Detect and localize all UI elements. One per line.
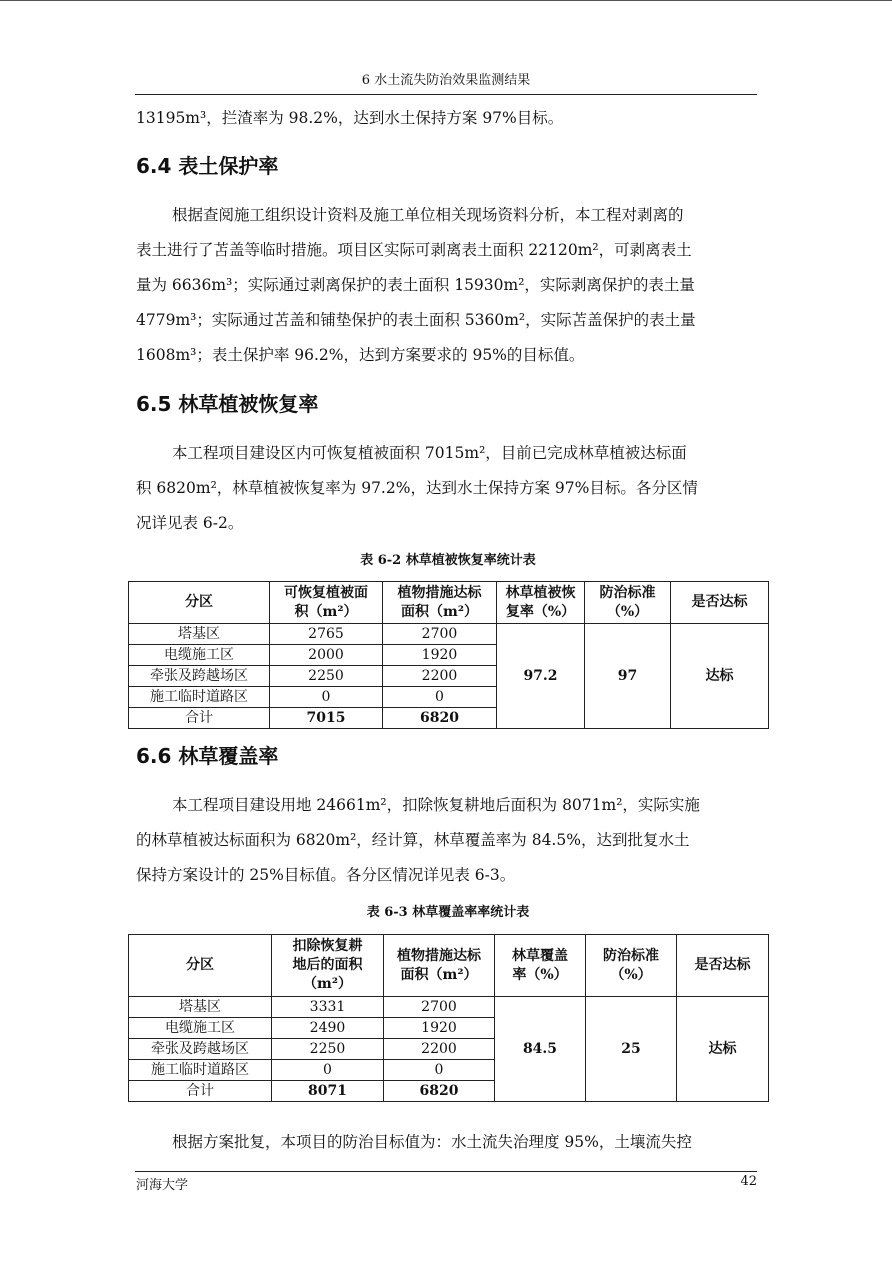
page-number: 42 (740, 1174, 757, 1189)
cell-qualified-area: 2700 (383, 624, 497, 645)
paragraph-line: 保持方案设计的 25%目标值。各分区情况详见表 6-3。 (136, 866, 516, 884)
cell-net-area-total: 8071 (272, 1081, 384, 1102)
paragraph-vegetation-restoration (136, 436, 756, 541)
header-rule (135, 94, 757, 95)
paragraph-line: 积 6820m²，林草植被恢复率为 97.2%，达到水土保持方案 97%目标。各分区情 (136, 479, 698, 497)
cell-coverage-rate: 84.5 (495, 997, 586, 1102)
cell-zone: 牵张及跨越场区 (129, 1039, 272, 1060)
header-cell-net-area (272, 935, 384, 997)
header-cell-zone: 分区 (129, 582, 270, 624)
cell-qualified-area: 0 (383, 687, 497, 708)
cell-status: 达标 (671, 624, 769, 729)
table-6-2 (128, 581, 769, 729)
cell-qualified-area: 2200 (383, 666, 497, 687)
header-cell-qualified-area (384, 935, 495, 997)
cell-net-area: 0 (272, 1060, 384, 1081)
cell-standard: 97 (585, 624, 671, 729)
cell-zone: 电缆施工区 (129, 1018, 272, 1039)
page-top-edge (0, 0, 892, 1)
paragraph-line: 1608m³；表土保护率 96.2%，达到方案要求的 95%的目标值。 (136, 346, 585, 364)
paragraph-line: 本工程项目建设用地 24661m²，扣除恢复耕地后面积为 8071m²，实际实施 (172, 796, 700, 814)
cell-zone: 牵张及跨越场区 (129, 666, 270, 687)
header-text: （%） (606, 603, 649, 620)
cell-qualified-area: 2200 (384, 1039, 495, 1060)
cell-restorable-area: 2000 (270, 645, 383, 666)
paragraph-line: 况详见表 6-2。 (136, 514, 244, 532)
header-text: 地后的面积 (292, 957, 363, 973)
cell-restorable-area: 2765 (270, 624, 383, 645)
header-text: 林草覆盖 (512, 947, 568, 964)
header-text: （%） (610, 966, 652, 983)
header-text: 面积（m²） (401, 603, 478, 620)
header-text: 面积（m²） (400, 966, 478, 983)
cell-qualified-area-total: 6820 (383, 708, 497, 729)
paragraph-line: 13195m³，拦渣率为 98.2%，达到水土保持方案 97%目标。 (136, 109, 564, 127)
header-text: 可恢复植被面 (284, 584, 368, 601)
header-cell-status: 是否达标 (671, 582, 769, 624)
section-title-6-6: 6.6 林草覆盖率 (136, 744, 279, 768)
section-title-6-4: 6.4 表土保护率 (136, 154, 279, 178)
cell-restorable-area-total: 7015 (270, 708, 383, 729)
header-cell-standard (586, 935, 677, 997)
header-cell-zone: 分区 (129, 935, 272, 997)
cell-zone: 电缆施工区 (129, 645, 270, 666)
paragraph-topsoil (136, 198, 756, 373)
header-text: 扣除恢复耕 (292, 938, 363, 954)
cell-qualified-area: 0 (384, 1060, 495, 1081)
header-cell-qualified-area (383, 582, 497, 624)
header-text: 植物措施达标 (397, 584, 482, 601)
paragraph-line: 的林草植被达标面积为 6820m²，经计算，林草覆盖率为 84.5%，达到批复水土 (136, 831, 690, 849)
cell-net-area: 2250 (272, 1039, 384, 1060)
cell-zone-total: 合计 (129, 1081, 272, 1102)
table-header-row (129, 935, 769, 997)
cell-zone: 塔基区 (129, 624, 270, 645)
header-text: （m²） (303, 976, 352, 992)
header-cell-restorable-area (270, 582, 383, 624)
header-text: 积（m²） (294, 603, 358, 620)
cell-qualified-area: 2700 (384, 997, 495, 1018)
cell-zone: 施工临时道路区 (129, 687, 270, 708)
header-text: 防治标准 (599, 584, 656, 601)
header-cell-status: 是否达标 (677, 935, 769, 997)
cell-status: 达标 (677, 997, 769, 1102)
cell-net-area: 2490 (272, 1018, 384, 1039)
cell-standard: 25 (586, 997, 677, 1102)
header-text: 率（%） (512, 966, 568, 983)
header-text: 植物措施达标 (397, 947, 481, 964)
cell-zone: 施工临时道路区 (129, 1060, 272, 1081)
table-row (129, 624, 769, 645)
cell-restorable-area: 2250 (270, 666, 383, 687)
header-text: 复率（%） (505, 603, 576, 620)
cell-net-area: 3331 (272, 997, 384, 1018)
footer-university: 河海大学 (136, 1178, 189, 1193)
cell-restorable-area: 0 (270, 687, 383, 708)
section-title-6-5: 6.5 林草植被恢复率 (136, 392, 319, 416)
running-header: 6 水土流失防治效果监测结果 (361, 73, 531, 88)
header-cell-rate (497, 582, 585, 624)
cell-qualified-area-total: 6820 (384, 1081, 495, 1102)
paragraph-line: 根据查阅施工组织设计资料及施工单位相关现场资料分析，本工程对剥离的 (172, 206, 684, 224)
paragraph-coverage (136, 788, 756, 893)
paragraph-slag-rate (136, 101, 756, 136)
table-row (129, 997, 769, 1018)
paragraph-line: 根据方案批复，本项目的防治目标值为：水土流失治理度 95%，土壤流失控 (172, 1133, 692, 1151)
cell-qualified-area: 1920 (384, 1018, 495, 1039)
table-caption-6-3: 表 6-3 林草覆盖率率统计表 (366, 905, 530, 920)
paragraph-line: 表土进行了苫盖等临时措施。项目区实际可剥离表土面积 22120m²，可剥离表土 (136, 241, 692, 259)
cell-rate: 97.2 (497, 624, 585, 729)
header-text: 林草植被恢 (505, 584, 576, 601)
paragraph-targets (136, 1125, 756, 1160)
cell-zone: 塔基区 (129, 997, 272, 1018)
cell-zone-total: 合计 (129, 708, 270, 729)
table-caption-6-2: 表 6-2 林草植被恢复率统计表 (360, 553, 536, 568)
paragraph-line: 4779m³；实际通过苫盖和铺垫保护的表土面积 5360m²，实际苫盖保护的表土量 (136, 311, 696, 329)
header-text: 防治标准 (603, 947, 659, 964)
table-6-3 (128, 934, 769, 1102)
paragraph-line: 本工程项目建设区内可恢复植被面积 7015m²，目前已完成林草植被达标面 (172, 444, 687, 462)
paragraph-line: 量为 6636m³；实际通过剥离保护的表土面积 15930m²，实际剥离保护的表土量 (136, 276, 695, 294)
header-cell-coverage-rate (495, 935, 586, 997)
cell-qualified-area: 1920 (383, 645, 497, 666)
header-cell-standard (585, 582, 671, 624)
footer-rule (135, 1171, 757, 1172)
table-header-row (129, 582, 769, 624)
